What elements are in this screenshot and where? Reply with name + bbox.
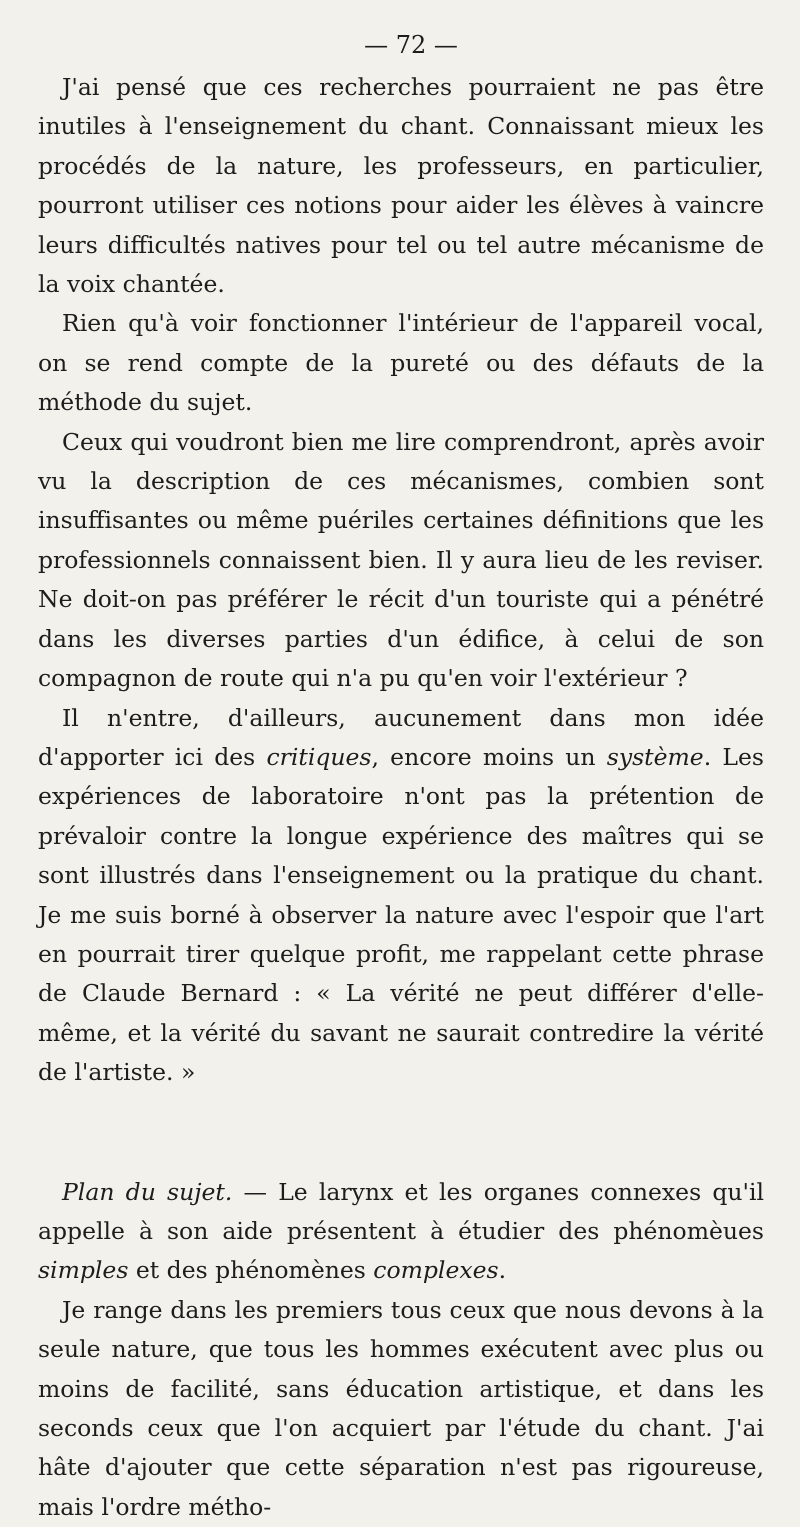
paragraph-text-segment: et des phénomènes (128, 1256, 374, 1285)
paragraph-classification: Je range dans les premiers tous ceux que nous devons à la seule nature, que tous les hommes exécutent avec plus ou moins de facilité, sans éducation artistique, et dans les seconds ceux que l'on acquiert par l'étude du chant. J'ai hâte d'ajouter que cette séparation n'est pas rigoureuse, mais l'ordre métho- (38, 1295, 764, 1521)
paragraph-text-segment: , encore moins un (371, 742, 607, 771)
paragraph-text-segment: . (498, 1256, 507, 1285)
section-gap (38, 1093, 764, 1173)
italic-word: système (606, 742, 704, 771)
paragraph-voice-teaching: J'ai pensé que ces recherches pourraient ne pas être inutiles à l'enseignement du chant. Connaissant mieux les procédés de la nature, les professeurs, en particulier, pourront utiliser ces notions pour aider les élèves à vaincre leurs difficultés natives pour tel ou tel autre mécanisme de la voix chantée. (38, 73, 764, 299)
italic-word: simples (38, 1256, 129, 1285)
paragraph-plan-du-sujet (38, 1173, 764, 1291)
paragraph-text-segment: Il n'entre, d'ailleurs, aucunement dans mon idée d'apporter ici des (38, 703, 764, 771)
paragraph-no-critiques (38, 699, 764, 1093)
paragraph-text-segment: — Le larynx et les organes connexes qu'il appelle à son aide présentent à étudier des phénomèues (38, 1177, 764, 1245)
page-text (38, 68, 764, 1527)
paragraph-definitions: Ceux qui voudront bien me lire comprendront, après avoir vu la description de ces mécanismes, combien sont insuffisantes ou même puériles certaines définitions que les professionnels connaissent bien. Il y aura lieu de les reviser. Ne doit-on pas préférer le récit d'un touriste qui a pénétré dans les diverses parties d'un édifice, à celui de son compagnon de route qui n'a pu qu'en voir l'extérieur ? (38, 427, 764, 693)
paragraph-text-segment: . Les expériences de laboratoire n'ont pas la prétention de prévaloir contre la longue expérience des maîtres qui se sont illustrés dans l'enseignement ou la pratique du chant. Je me suis borné à observer la nature avec l'espoir que l'art en pourrait tirer quelque profit, me rappelant cette phrase de Claude Bernard : « La vérité ne peut différer d'elle-même, et la vérité du savant ne saurait contredire la vérité de l'artiste. » (38, 742, 764, 1087)
page-number: — 72 — (364, 31, 458, 59)
italic-word: complexes (373, 1256, 499, 1285)
section-heading-inline: Plan du sujet. (62, 1177, 233, 1206)
italic-word: critiques (266, 742, 372, 771)
paragraph-vocal-apparatus: Rien qu'à voir fonctionner l'intérieur de l'appareil vocal, on se rend compte de la pureté ou des défauts de la méthode du sujet. (38, 309, 764, 417)
